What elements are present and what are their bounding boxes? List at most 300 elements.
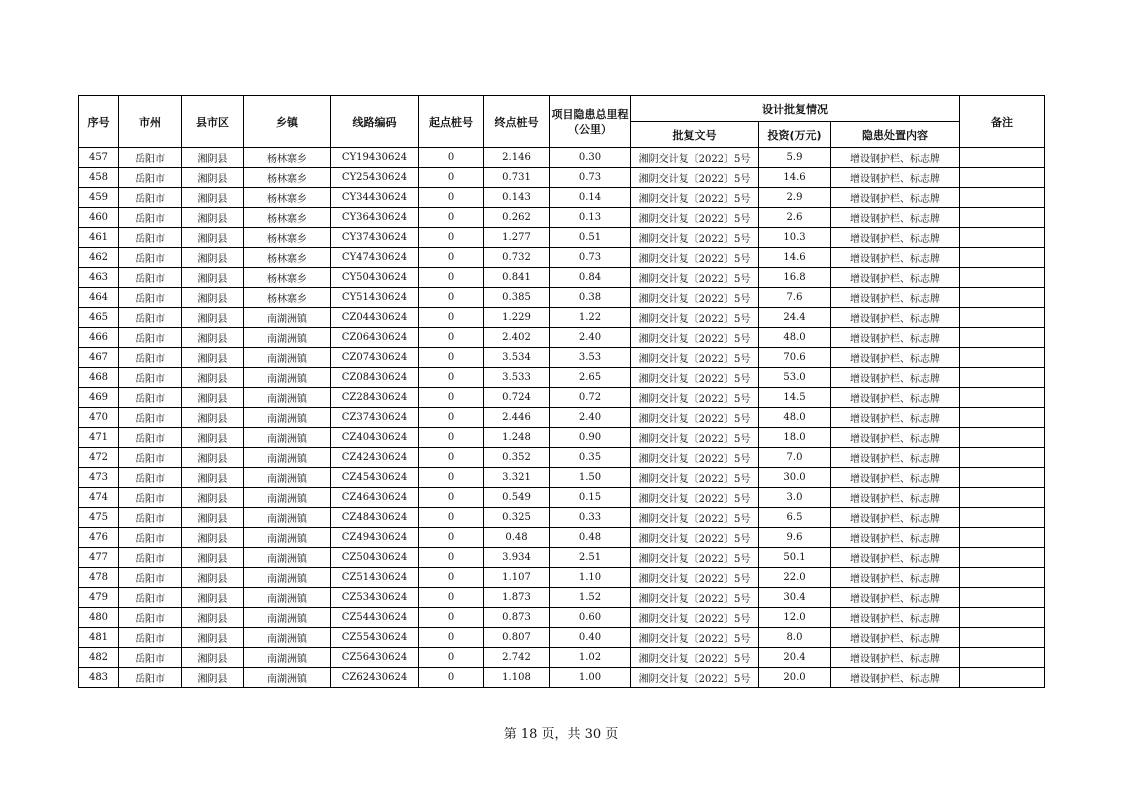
cell-county: 湘阴县 bbox=[182, 568, 244, 588]
cell-seq: 470 bbox=[79, 408, 119, 428]
cell-investment: 20.0 bbox=[759, 668, 831, 688]
cell-remark bbox=[960, 368, 1045, 388]
cell-remark bbox=[960, 528, 1045, 548]
cell-treatment-content: 增设钢护栏、标志牌 bbox=[831, 628, 960, 648]
cell-treatment-content: 增设钢护栏、标志牌 bbox=[831, 348, 960, 368]
table-row bbox=[79, 268, 1045, 288]
cell-city: 岳阳市 bbox=[119, 168, 182, 188]
header-row-top bbox=[79, 96, 1045, 122]
cell-route-code: CZ62430624 bbox=[331, 668, 419, 688]
cell-seq: 468 bbox=[79, 368, 119, 388]
cell-treatment-content: 增设钢护栏、标志牌 bbox=[831, 168, 960, 188]
cell-town: 南湖洲镇 bbox=[244, 388, 331, 408]
cell-remark bbox=[960, 208, 1045, 228]
cell-route-code: CZ55430624 bbox=[331, 628, 419, 648]
cell-approval-doc: 湘阴交计复〔2022〕5号 bbox=[631, 308, 759, 328]
cell-route-code: CZ56430624 bbox=[331, 648, 419, 668]
cell-city: 岳阳市 bbox=[119, 208, 182, 228]
cell-route-code: CY37430624 bbox=[331, 228, 419, 248]
cell-county: 湘阴县 bbox=[182, 208, 244, 228]
cell-start-stake: 0 bbox=[419, 668, 484, 688]
cell-town: 南湖洲镇 bbox=[244, 428, 331, 448]
cell-treatment-content: 增设钢护栏、标志牌 bbox=[831, 588, 960, 608]
cell-town: 南湖洲镇 bbox=[244, 368, 331, 388]
cell-county: 湘阴县 bbox=[182, 448, 244, 468]
cell-seq: 462 bbox=[79, 248, 119, 268]
cell-town: 南湖洲镇 bbox=[244, 668, 331, 688]
cell-investment: 12.0 bbox=[759, 608, 831, 628]
cell-treatment-content: 增设钢护栏、标志牌 bbox=[831, 428, 960, 448]
cell-investment: 18.0 bbox=[759, 428, 831, 448]
cell-end-stake: 0.807 bbox=[484, 628, 550, 648]
cell-town: 南湖洲镇 bbox=[244, 608, 331, 628]
cell-approval-doc: 湘阴交计复〔2022〕5号 bbox=[631, 448, 759, 468]
cell-end-stake: 2.402 bbox=[484, 328, 550, 348]
cell-city: 岳阳市 bbox=[119, 648, 182, 668]
cell-town: 杨林寨乡 bbox=[244, 288, 331, 308]
cell-seq: 459 bbox=[79, 188, 119, 208]
cell-approval-doc: 湘阴交计复〔2022〕5号 bbox=[631, 668, 759, 688]
cell-mileage: 0.73 bbox=[550, 248, 631, 268]
cell-county: 湘阴县 bbox=[182, 648, 244, 668]
cell-end-stake: 1.107 bbox=[484, 568, 550, 588]
cell-town: 南湖洲镇 bbox=[244, 648, 331, 668]
table-row bbox=[79, 608, 1045, 628]
cell-start-stake: 0 bbox=[419, 288, 484, 308]
cell-remark bbox=[960, 508, 1045, 528]
cell-route-code: CZ42430624 bbox=[331, 448, 419, 468]
table-row bbox=[79, 648, 1045, 668]
cell-route-code: CZ50430624 bbox=[331, 548, 419, 568]
cell-end-stake: 0.262 bbox=[484, 208, 550, 228]
cell-mileage: 0.13 bbox=[550, 208, 631, 228]
cell-city: 岳阳市 bbox=[119, 148, 182, 168]
cell-remark bbox=[960, 428, 1045, 448]
cell-mileage: 0.72 bbox=[550, 388, 631, 408]
table-row bbox=[79, 488, 1045, 508]
cell-end-stake: 2.742 bbox=[484, 648, 550, 668]
cell-start-stake: 0 bbox=[419, 348, 484, 368]
cell-approval-doc: 湘阴交计复〔2022〕5号 bbox=[631, 648, 759, 668]
cell-investment: 2.6 bbox=[759, 208, 831, 228]
cell-treatment-content: 增设钢护栏、标志牌 bbox=[831, 568, 960, 588]
cell-seq: 476 bbox=[79, 528, 119, 548]
cell-investment: 6.5 bbox=[759, 508, 831, 528]
table-row bbox=[79, 528, 1045, 548]
table-row bbox=[79, 168, 1045, 188]
table-row bbox=[79, 628, 1045, 648]
table-row bbox=[79, 568, 1045, 588]
cell-start-stake: 0 bbox=[419, 448, 484, 468]
cell-remark bbox=[960, 168, 1045, 188]
cell-route-code: CZ51430624 bbox=[331, 568, 419, 588]
cell-start-stake: 0 bbox=[419, 148, 484, 168]
cell-start-stake: 0 bbox=[419, 468, 484, 488]
table-row bbox=[79, 408, 1045, 428]
cell-end-stake: 0.352 bbox=[484, 448, 550, 468]
cell-route-code: CY25430624 bbox=[331, 168, 419, 188]
cell-remark bbox=[960, 388, 1045, 408]
page-number: 第 18 页，共 30 页 bbox=[503, 727, 619, 742]
cell-county: 湘阴县 bbox=[182, 188, 244, 208]
table-row bbox=[79, 228, 1045, 248]
cell-route-code: CZ54430624 bbox=[331, 608, 419, 628]
cell-seq: 475 bbox=[79, 508, 119, 528]
cell-town: 南湖洲镇 bbox=[244, 548, 331, 568]
cell-investment: 14.6 bbox=[759, 248, 831, 268]
cell-end-stake: 1.248 bbox=[484, 428, 550, 448]
table-row bbox=[79, 508, 1045, 528]
cell-city: 岳阳市 bbox=[119, 348, 182, 368]
cell-city: 岳阳市 bbox=[119, 628, 182, 648]
cell-treatment-content: 增设钢护栏、标志牌 bbox=[831, 528, 960, 548]
cell-town: 杨林寨乡 bbox=[244, 268, 331, 288]
cell-county: 湘阴县 bbox=[182, 328, 244, 348]
cell-seq: 473 bbox=[79, 468, 119, 488]
cell-mileage: 2.40 bbox=[550, 408, 631, 428]
cell-mileage: 0.40 bbox=[550, 628, 631, 648]
cell-county: 湘阴县 bbox=[182, 388, 244, 408]
cell-route-code: CY51430624 bbox=[331, 288, 419, 308]
cell-approval-doc: 湘阴交计复〔2022〕5号 bbox=[631, 488, 759, 508]
cell-city: 岳阳市 bbox=[119, 308, 182, 328]
cell-town: 南湖洲镇 bbox=[244, 488, 331, 508]
table-body bbox=[79, 148, 1045, 688]
cell-end-stake: 3.321 bbox=[484, 468, 550, 488]
cell-start-stake: 0 bbox=[419, 608, 484, 628]
cell-treatment-content: 增设钢护栏、标志牌 bbox=[831, 448, 960, 468]
header-start-stake: 起点桩号 bbox=[419, 96, 484, 148]
cell-seq: 464 bbox=[79, 288, 119, 308]
cell-route-code: CZ28430624 bbox=[331, 388, 419, 408]
header-design-approval-group: 设计批复情况 bbox=[631, 96, 960, 122]
cell-remark bbox=[960, 288, 1045, 308]
cell-remark bbox=[960, 568, 1045, 588]
cell-town: 南湖洲镇 bbox=[244, 628, 331, 648]
cell-remark bbox=[960, 548, 1045, 568]
cell-end-stake: 1.108 bbox=[484, 668, 550, 688]
header-remark: 备注 bbox=[960, 96, 1045, 148]
cell-mileage: 3.53 bbox=[550, 348, 631, 368]
cell-city: 岳阳市 bbox=[119, 548, 182, 568]
cell-mileage: 0.60 bbox=[550, 608, 631, 628]
cell-county: 湘阴县 bbox=[182, 248, 244, 268]
cell-remark bbox=[960, 648, 1045, 668]
cell-town: 南湖洲镇 bbox=[244, 348, 331, 368]
cell-mileage: 1.22 bbox=[550, 308, 631, 328]
cell-route-code: CZ46430624 bbox=[331, 488, 419, 508]
table-row bbox=[79, 588, 1045, 608]
cell-city: 岳阳市 bbox=[119, 528, 182, 548]
cell-county: 湘阴县 bbox=[182, 368, 244, 388]
cell-city: 岳阳市 bbox=[119, 588, 182, 608]
cell-seq: 479 bbox=[79, 588, 119, 608]
cell-start-stake: 0 bbox=[419, 628, 484, 648]
cell-remark bbox=[960, 308, 1045, 328]
table-row bbox=[79, 328, 1045, 348]
cell-investment: 7.6 bbox=[759, 288, 831, 308]
cell-treatment-content: 增设钢护栏、标志牌 bbox=[831, 148, 960, 168]
cell-route-code: CY19430624 bbox=[331, 148, 419, 168]
cell-town: 杨林寨乡 bbox=[244, 188, 331, 208]
cell-county: 湘阴县 bbox=[182, 348, 244, 368]
cell-seq: 478 bbox=[79, 568, 119, 588]
cell-remark bbox=[960, 248, 1045, 268]
cell-investment: 53.0 bbox=[759, 368, 831, 388]
cell-town: 杨林寨乡 bbox=[244, 148, 331, 168]
cell-treatment-content: 增设钢护栏、标志牌 bbox=[831, 388, 960, 408]
cell-county: 湘阴县 bbox=[182, 608, 244, 628]
cell-remark bbox=[960, 228, 1045, 248]
cell-seq: 480 bbox=[79, 608, 119, 628]
table-row bbox=[79, 448, 1045, 468]
cell-investment: 70.6 bbox=[759, 348, 831, 368]
cell-start-stake: 0 bbox=[419, 268, 484, 288]
cell-end-stake: 3.534 bbox=[484, 348, 550, 368]
cell-remark bbox=[960, 628, 1045, 648]
header-town: 乡镇 bbox=[244, 96, 331, 148]
cell-route-code: CY36430624 bbox=[331, 208, 419, 228]
table-row bbox=[79, 248, 1045, 268]
cell-investment: 20.4 bbox=[759, 648, 831, 668]
cell-city: 岳阳市 bbox=[119, 608, 182, 628]
cell-city: 岳阳市 bbox=[119, 568, 182, 588]
cell-start-stake: 0 bbox=[419, 488, 484, 508]
cell-county: 湘阴县 bbox=[182, 408, 244, 428]
cell-start-stake: 0 bbox=[419, 548, 484, 568]
cell-end-stake: 0.724 bbox=[484, 388, 550, 408]
cell-city: 岳阳市 bbox=[119, 248, 182, 268]
cell-county: 湘阴县 bbox=[182, 168, 244, 188]
cell-remark bbox=[960, 148, 1045, 168]
cell-town: 杨林寨乡 bbox=[244, 208, 331, 228]
cell-investment: 30.4 bbox=[759, 588, 831, 608]
table-row bbox=[79, 188, 1045, 208]
cell-treatment-content: 增设钢护栏、标志牌 bbox=[831, 228, 960, 248]
cell-mileage: 0.51 bbox=[550, 228, 631, 248]
cell-end-stake: 0.549 bbox=[484, 488, 550, 508]
cell-remark bbox=[960, 588, 1045, 608]
cell-approval-doc: 湘阴交计复〔2022〕5号 bbox=[631, 288, 759, 308]
table-row bbox=[79, 668, 1045, 688]
cell-investment: 5.9 bbox=[759, 148, 831, 168]
cell-end-stake: 0.385 bbox=[484, 288, 550, 308]
cell-investment: 48.0 bbox=[759, 408, 831, 428]
cell-county: 湘阴县 bbox=[182, 668, 244, 688]
cell-route-code: CZ40430624 bbox=[331, 428, 419, 448]
cell-remark bbox=[960, 188, 1045, 208]
cell-city: 岳阳市 bbox=[119, 288, 182, 308]
cell-treatment-content: 增设钢护栏、标志牌 bbox=[831, 408, 960, 428]
cell-approval-doc: 湘阴交计复〔2022〕5号 bbox=[631, 188, 759, 208]
cell-start-stake: 0 bbox=[419, 508, 484, 528]
cell-investment: 14.5 bbox=[759, 388, 831, 408]
cell-start-stake: 0 bbox=[419, 208, 484, 228]
cell-investment: 10.3 bbox=[759, 228, 831, 248]
cell-investment: 14.6 bbox=[759, 168, 831, 188]
cell-city: 岳阳市 bbox=[119, 508, 182, 528]
cell-mileage: 2.51 bbox=[550, 548, 631, 568]
cell-county: 湘阴县 bbox=[182, 528, 244, 548]
cell-investment: 7.0 bbox=[759, 448, 831, 468]
cell-route-code: CZ07430624 bbox=[331, 348, 419, 368]
cell-start-stake: 0 bbox=[419, 568, 484, 588]
cell-approval-doc: 湘阴交计复〔2022〕5号 bbox=[631, 248, 759, 268]
cell-town: 南湖洲镇 bbox=[244, 328, 331, 348]
cell-seq: 477 bbox=[79, 548, 119, 568]
cell-end-stake: 0.841 bbox=[484, 268, 550, 288]
cell-mileage: 0.73 bbox=[550, 168, 631, 188]
cell-start-stake: 0 bbox=[419, 428, 484, 448]
cell-start-stake: 0 bbox=[419, 528, 484, 548]
cell-approval-doc: 湘阴交计复〔2022〕5号 bbox=[631, 208, 759, 228]
cell-treatment-content: 增设钢护栏、标志牌 bbox=[831, 268, 960, 288]
cell-approval-doc: 湘阴交计复〔2022〕5号 bbox=[631, 148, 759, 168]
cell-route-code: CZ08430624 bbox=[331, 368, 419, 388]
cell-treatment-content: 增设钢护栏、标志牌 bbox=[831, 328, 960, 348]
cell-town: 南湖洲镇 bbox=[244, 568, 331, 588]
cell-approval-doc: 湘阴交计复〔2022〕5号 bbox=[631, 548, 759, 568]
cell-remark bbox=[960, 448, 1045, 468]
cell-city: 岳阳市 bbox=[119, 488, 182, 508]
cell-start-stake: 0 bbox=[419, 188, 484, 208]
table-row bbox=[79, 468, 1045, 488]
table-row bbox=[79, 308, 1045, 328]
cell-mileage: 2.65 bbox=[550, 368, 631, 388]
cell-investment: 16.8 bbox=[759, 268, 831, 288]
cell-route-code: CZ04430624 bbox=[331, 308, 419, 328]
cell-route-code: CZ06430624 bbox=[331, 328, 419, 348]
header-approval-doc: 批复文号 bbox=[631, 122, 759, 148]
cell-mileage: 1.50 bbox=[550, 468, 631, 488]
cell-start-stake: 0 bbox=[419, 648, 484, 668]
cell-mileage: 0.48 bbox=[550, 528, 631, 548]
cell-remark bbox=[960, 328, 1045, 348]
cell-city: 岳阳市 bbox=[119, 228, 182, 248]
cell-town: 南湖洲镇 bbox=[244, 528, 331, 548]
cell-start-stake: 0 bbox=[419, 168, 484, 188]
cell-county: 湘阴县 bbox=[182, 428, 244, 448]
table-row bbox=[79, 208, 1045, 228]
cell-remark bbox=[960, 408, 1045, 428]
cell-route-code: CZ37430624 bbox=[331, 408, 419, 428]
cell-seq: 471 bbox=[79, 428, 119, 448]
cell-treatment-content: 增设钢护栏、标志牌 bbox=[831, 468, 960, 488]
cell-start-stake: 0 bbox=[419, 328, 484, 348]
cell-seq: 461 bbox=[79, 228, 119, 248]
cell-approval-doc: 湘阴交计复〔2022〕5号 bbox=[631, 508, 759, 528]
cell-city: 岳阳市 bbox=[119, 668, 182, 688]
cell-county: 湘阴县 bbox=[182, 228, 244, 248]
cell-treatment-content: 增设钢护栏、标志牌 bbox=[831, 668, 960, 688]
cell-treatment-content: 增设钢护栏、标志牌 bbox=[831, 288, 960, 308]
cell-seq: 474 bbox=[79, 488, 119, 508]
cell-seq: 467 bbox=[79, 348, 119, 368]
cell-approval-doc: 湘阴交计复〔2022〕5号 bbox=[631, 528, 759, 548]
cell-approval-doc: 湘阴交计复〔2022〕5号 bbox=[631, 428, 759, 448]
cell-investment: 9.6 bbox=[759, 528, 831, 548]
table-row bbox=[79, 428, 1045, 448]
cell-route-code: CZ45430624 bbox=[331, 468, 419, 488]
cell-town: 杨林寨乡 bbox=[244, 168, 331, 188]
cell-mileage: 1.10 bbox=[550, 568, 631, 588]
cell-city: 岳阳市 bbox=[119, 428, 182, 448]
cell-end-stake: 0.873 bbox=[484, 608, 550, 628]
cell-county: 湘阴县 bbox=[182, 588, 244, 608]
cell-approval-doc: 湘阴交计复〔2022〕5号 bbox=[631, 368, 759, 388]
cell-mileage: 0.35 bbox=[550, 448, 631, 468]
cell-route-code: CY34430624 bbox=[331, 188, 419, 208]
cell-end-stake: 0.48 bbox=[484, 528, 550, 548]
cell-county: 湘阴县 bbox=[182, 548, 244, 568]
table-row bbox=[79, 148, 1045, 168]
cell-mileage: 2.40 bbox=[550, 328, 631, 348]
cell-county: 湘阴县 bbox=[182, 308, 244, 328]
cell-county: 湘阴县 bbox=[182, 488, 244, 508]
cell-city: 岳阳市 bbox=[119, 448, 182, 468]
cell-city: 岳阳市 bbox=[119, 188, 182, 208]
cell-approval-doc: 湘阴交计复〔2022〕5号 bbox=[631, 408, 759, 428]
cell-start-stake: 0 bbox=[419, 368, 484, 388]
cell-investment: 2.9 bbox=[759, 188, 831, 208]
cell-treatment-content: 增设钢护栏、标志牌 bbox=[831, 368, 960, 388]
cell-seq: 483 bbox=[79, 668, 119, 688]
cell-investment: 22.0 bbox=[759, 568, 831, 588]
cell-treatment-content: 增设钢护栏、标志牌 bbox=[831, 508, 960, 528]
cell-mileage: 0.15 bbox=[550, 488, 631, 508]
cell-approval-doc: 湘阴交计复〔2022〕5号 bbox=[631, 628, 759, 648]
table-row bbox=[79, 348, 1045, 368]
cell-approval-doc: 湘阴交计复〔2022〕5号 bbox=[631, 228, 759, 248]
cell-route-code: CZ48430624 bbox=[331, 508, 419, 528]
cell-end-stake: 2.146 bbox=[484, 148, 550, 168]
cell-mileage: 0.14 bbox=[550, 188, 631, 208]
cell-treatment-content: 增设钢护栏、标志牌 bbox=[831, 188, 960, 208]
cell-seq: 481 bbox=[79, 628, 119, 648]
cell-approval-doc: 湘阴交计复〔2022〕5号 bbox=[631, 268, 759, 288]
header-county: 县市区 bbox=[182, 96, 244, 148]
cell-end-stake: 0.731 bbox=[484, 168, 550, 188]
cell-end-stake: 0.732 bbox=[484, 248, 550, 268]
cell-town: 南湖洲镇 bbox=[244, 588, 331, 608]
cell-end-stake: 1.277 bbox=[484, 228, 550, 248]
cell-approval-doc: 湘阴交计复〔2022〕5号 bbox=[631, 588, 759, 608]
cell-mileage: 0.30 bbox=[550, 148, 631, 168]
cell-remark bbox=[960, 268, 1045, 288]
cell-treatment-content: 增设钢护栏、标志牌 bbox=[831, 608, 960, 628]
cell-start-stake: 0 bbox=[419, 228, 484, 248]
cell-county: 湘阴县 bbox=[182, 628, 244, 648]
cell-treatment-content: 增设钢护栏、标志牌 bbox=[831, 548, 960, 568]
cell-start-stake: 0 bbox=[419, 388, 484, 408]
cell-investment: 24.4 bbox=[759, 308, 831, 328]
cell-town: 南湖洲镇 bbox=[244, 508, 331, 528]
cell-approval-doc: 湘阴交计复〔2022〕5号 bbox=[631, 168, 759, 188]
cell-treatment-content: 增设钢护栏、标志牌 bbox=[831, 488, 960, 508]
cell-route-code: CY47430624 bbox=[331, 248, 419, 268]
cell-end-stake: 1.873 bbox=[484, 588, 550, 608]
cell-treatment-content: 增设钢护栏、标志牌 bbox=[831, 648, 960, 668]
header-investment: 投资(万元) bbox=[759, 122, 831, 148]
cell-town: 南湖洲镇 bbox=[244, 308, 331, 328]
cell-city: 岳阳市 bbox=[119, 468, 182, 488]
cell-treatment-content: 增设钢护栏、标志牌 bbox=[831, 248, 960, 268]
cell-mileage: 1.52 bbox=[550, 588, 631, 608]
cell-start-stake: 0 bbox=[419, 408, 484, 428]
cell-city: 岳阳市 bbox=[119, 388, 182, 408]
cell-remark bbox=[960, 348, 1045, 368]
cell-mileage: 0.38 bbox=[550, 288, 631, 308]
